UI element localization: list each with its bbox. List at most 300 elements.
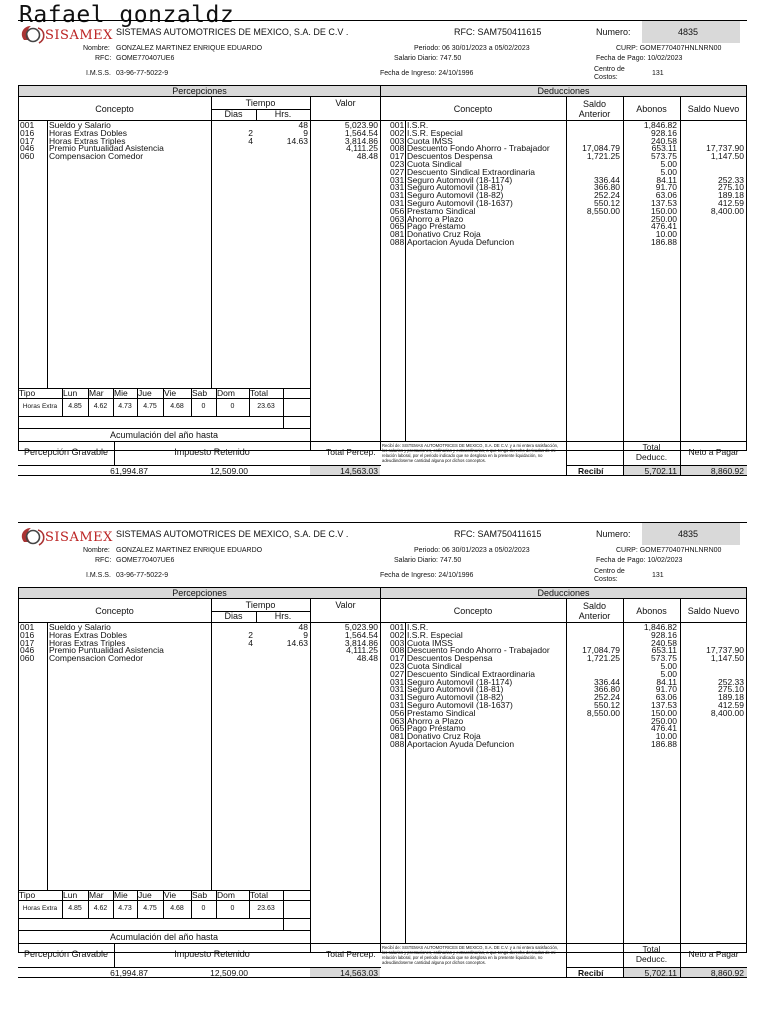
horas-value-cell: 4.68 [170, 905, 184, 912]
deducciones-saldo_nuevo-cell: 1,147.50 [710, 653, 744, 664]
legal-text: Recibí de: SISTEMAS AUTOMOTRICES DE MEXICO, S.A. DE C.V. y a mi entera satisfacción, los salarios y prestaciones, ordinarias y extraordinarias, a que tengo derecho derivadas de mi relación laboral, por el periodo indicado que se desglosa en la presente liquidación, no adeudándoseme cantidad alguna por dichos conceptos. [382, 945, 559, 965]
deducciones-saldo_anterior-cell: 8,550.00 [586, 205, 620, 216]
deducciones-saldo_anterior-cell [567, 624, 620, 632]
deducciones-saldo_anterior-cell: 1,721.25 [586, 151, 620, 162]
horas-header-cell: Tipo [19, 890, 36, 900]
percepciones-dias-cell: 2 [248, 127, 253, 138]
rfc-value: GOME770407UE6 [116, 55, 175, 62]
logo-text: SISAMEX [45, 28, 113, 43]
deducciones-abonos-cell: 186.88 [651, 236, 677, 247]
deducciones-abonos-cell: 84.11 [656, 676, 677, 687]
deducciones-concepto-cell: Seguro Automovil (18-82) [407, 190, 504, 201]
company-name: SISTEMAS AUTOMOTRICES DE MEXICO, S.A. DE C.V . [116, 27, 349, 37]
ded-saldo-nuevo [681, 122, 744, 247]
deducciones-code-cell: 063 [390, 715, 405, 726]
handwritten-name: Rafael gonzaldz [19, 2, 235, 28]
percepcion-gravable-value: 61,994.87 [110, 466, 148, 476]
imss-label: I.M.S.S. [86, 572, 111, 579]
percepciones-code-cell: 001 [20, 622, 35, 632]
deducciones-abonos-cell: 63.06 [655, 692, 677, 703]
horas-value-cell: 0 [230, 905, 235, 912]
periodo: Periodo: 06 30/01/2023 a 05/02/2023 [414, 547, 530, 554]
deducciones-saldo_anterior-cell: 336.44 [594, 174, 620, 185]
deducciones-abonos-cell: 137.53 [651, 197, 677, 208]
percepciones-valor-cell: 1,564.54 [344, 629, 378, 640]
deducciones-abonos-cell: 91.70 [655, 684, 677, 695]
deducciones-saldo_anterior-cell [567, 239, 620, 247]
percepciones-code-cell: 060 [20, 653, 35, 664]
deducciones-concepto-cell: Descuento Fondo Ahorro - Trabajador [407, 645, 550, 656]
deducciones-code-cell: 056 [390, 707, 405, 718]
per-codes [20, 122, 47, 161]
percepciones-concepto-cell: Horas Extras Dobles [49, 127, 127, 138]
logo-text: SISAMEX [45, 530, 113, 545]
deducciones-code-cell: 081 [390, 731, 405, 742]
deducciones-saldo_anterior-cell [567, 161, 620, 169]
deducciones-saldo_anterior-cell: 17,084.79 [582, 645, 620, 656]
deducciones-code-cell: 027 [390, 166, 405, 177]
acum-top [18, 930, 310, 931]
deducciones-saldo_nuevo-cell: 1,147.50 [710, 151, 744, 162]
deducciones-concepto-cell: Donativo Cruz Roja [407, 229, 481, 240]
imss-value: 03-96-77-5022-9 [116, 572, 169, 579]
horas-value-cell: 4.68 [170, 403, 184, 410]
horas-header-cell: Jue [138, 890, 152, 900]
deducciones-concepto-cell: Pago Préstamo [407, 221, 466, 232]
ded-totals-top [380, 441, 747, 442]
deducciones-saldo_anterior-cell: 1,721.25 [586, 653, 620, 664]
deducciones-abonos-cell: 137.53 [651, 699, 677, 710]
horas-bottom [18, 918, 310, 919]
horas-col-divider [163, 890, 164, 918]
per-codes [20, 624, 47, 663]
deducciones-code-cell: 002 [390, 629, 405, 640]
per-dias [213, 624, 253, 663]
horas-header-cell: Vie [164, 388, 177, 398]
company-name: SISTEMAS AUTOMOTRICES DE MEXICO, S.A. DE C.V . [116, 529, 349, 539]
per-head-dias: Dias [224, 109, 243, 119]
horas-value-cell: Horas Extra [22, 403, 58, 410]
deducciones-saldo_nuevo-cell [681, 632, 744, 640]
deducciones-code-cell: 088 [390, 236, 405, 247]
acumulacion-label: Acumulación del año hasta [109, 932, 219, 942]
legal-text: Recibí de: SISTEMAS AUTOMOTRICES DE MEXICO, S.A. DE C.V. y a mi entera satisfacción, los salarios y prestaciones, ordinarias y extraordinarias, a que tengo derecho derivadas de mi relación laboral, por el periodo indicado que se desglosa en la presente liquidación, no adeudándoseme cantidad alguna por dichos conceptos. [382, 443, 559, 463]
deducciones-concepto-cell: Seguro Automovil (18-1174) [407, 676, 513, 687]
deducciones-abonos-cell: 653.11 [651, 143, 677, 154]
horas-col-divider [216, 890, 217, 918]
per-valores [312, 122, 378, 161]
ded-saldo-anterior [567, 122, 620, 247]
imss-value: 03-96-77-5022-9 [116, 70, 169, 77]
deducciones-saldo_anterior-cell: 550.12 [594, 699, 620, 710]
horas-header-cell: Vie [164, 890, 177, 900]
percepciones-valor-cell: 5,023.90 [344, 622, 378, 632]
ded-head-concepto: Concepto [453, 606, 493, 616]
fecha-ingreso: Fecha de Ingreso: 24/10/1996 [380, 70, 474, 77]
horas-col-divider [88, 890, 89, 918]
percepciones-concepto-cell: Horas Extras Dobles [49, 629, 127, 640]
horas-value-cell: Horas Extra [22, 905, 58, 912]
deducciones-code-cell: 027 [390, 668, 405, 679]
ded-head-saldo-nuevo: Saldo Nuevo [687, 104, 740, 114]
ded-conceptos [407, 122, 565, 247]
deducciones-code-cell: 031 [390, 676, 405, 687]
deducciones-saldo_nuevo-cell: 252.33 [718, 174, 744, 185]
percepciones-concepto-cell: Horas Extras Triples [49, 637, 126, 648]
percepciones-dias-cell: 4 [248, 135, 253, 146]
per-head-tiempo: Tiempo [245, 600, 276, 610]
numero-value: 4835 [678, 27, 699, 37]
deducciones-saldo_anterior-cell [567, 231, 620, 239]
numero-label: Numero: [596, 27, 631, 37]
deducciones-abonos-cell: 573.75 [651, 151, 677, 162]
percepciones-dias-cell [213, 624, 253, 632]
deducciones-abonos-cell: 10.00 [655, 229, 677, 240]
nombre-value: GONZALEZ MARTINEZ ENRIQUE EDUARDO [116, 547, 263, 554]
percepciones-valor-cell: 48.48 [356, 653, 378, 664]
deducciones-saldo_anterior-cell [567, 130, 620, 138]
horas-value-cell: 4.75 [143, 403, 157, 410]
horas-col-divider [62, 890, 63, 918]
percepciones-hrs-cell: 48 [298, 622, 308, 632]
slip-header [18, 20, 747, 85]
horas-col-divider [137, 388, 138, 416]
deducciones-concepto-cell: Descuentos Despensa [407, 151, 493, 162]
ded-saldo-nuevo [681, 624, 744, 749]
per-hrs [258, 624, 308, 663]
horas-col-divider [88, 388, 89, 416]
ded-header-divider [380, 120, 747, 121]
deducciones-abonos-cell: 250.00 [651, 213, 677, 224]
deducciones-code-cell: 031 [390, 182, 405, 193]
ded-code-divider [405, 622, 406, 943]
company-rfc: RFC: SAM750411615 [454, 529, 542, 539]
horas-col-divider [249, 890, 250, 918]
deducciones-code-cell: 063 [390, 213, 405, 224]
rfc-label: RFC: [95, 55, 112, 62]
horas-value-cell: 4.73 [118, 403, 132, 410]
percepciones-code-cell: 001 [20, 120, 35, 130]
salario-diario: Salario Diario: 747.50 [394, 557, 462, 564]
horas-col-divider [163, 388, 164, 416]
acumulacion-label: Acumulación del año hasta [109, 430, 219, 440]
deducciones-concepto-cell: Cuota IMSS [407, 637, 453, 648]
deducciones-code-cell: 002 [390, 127, 405, 138]
deducciones-concepto-cell: Seguro Automovil (18-1637) [407, 197, 513, 208]
percepciones-valor-cell: 3,814.86 [344, 637, 378, 648]
ded-code-divider [405, 120, 406, 441]
deducciones-concepto-cell: Donativo Cruz Roja [407, 731, 481, 742]
ded-abonos [624, 624, 677, 749]
horas-value-cell: 0 [201, 905, 206, 912]
percepciones-valor-cell: 3,814.86 [344, 135, 378, 146]
deducciones-concepto-cell: Seguro Automovil (18-1174) [407, 174, 513, 185]
percepciones-dias-cell [213, 153, 253, 161]
deducciones-saldo_nuevo-cell [681, 122, 744, 130]
percepciones-dias-cell [213, 655, 253, 663]
per-head-tiempo: Tiempo [245, 98, 276, 108]
deducciones-concepto-cell: Seguro Automovil (18-81) [407, 684, 504, 695]
centro-costos-label-1: Centro de [594, 66, 625, 73]
horas-value-cell: 23.63 [257, 905, 275, 912]
per-conceptos [49, 624, 209, 663]
per-head-valor: Valor [335, 600, 356, 610]
ded-totals-top [380, 943, 747, 944]
deducciones-saldo_nuevo-cell: 8,400.00 [710, 205, 744, 216]
deducciones-concepto-cell: Prestamo Sindical [407, 707, 476, 718]
per-col-divider [211, 599, 212, 890]
deducciones-code-cell: 081 [390, 229, 405, 240]
deducciones-concepto-cell: Seguro Automovil (18-82) [407, 692, 504, 703]
percepcion-gravable-value: 61,994.87 [110, 968, 148, 978]
horas-header-cell: Tipo [19, 388, 36, 398]
centro-costos-label-1: Centro de [594, 568, 625, 575]
deducciones-saldo_nuevo-cell: 275.10 [718, 684, 744, 695]
ded-head-saldo-anterior-2: Anterior [578, 109, 611, 119]
recibi-label: Recibí [578, 968, 604, 978]
deducciones-saldo_nuevo-cell [681, 733, 744, 741]
percepciones-valor-cell: 48.48 [356, 151, 378, 162]
ded-saldo-anterior [567, 624, 620, 749]
horas-value-cell: 4.85 [68, 905, 82, 912]
deducciones-saldo_anterior-cell [567, 733, 620, 741]
deducciones-concepto-cell: Pago Préstamo [407, 723, 466, 734]
horas-header-cell: Dom [217, 890, 235, 900]
deducciones-title: Deducciones [380, 587, 747, 599]
deducciones-concepto-cell: Seguro Automovil (18-81) [407, 182, 504, 193]
deducciones-abonos-cell: 250.00 [651, 715, 677, 726]
centro-costos-value: 131 [652, 572, 664, 579]
percepciones-dias-cell [213, 145, 253, 153]
rfc-value: GOME770407UE6 [116, 557, 175, 564]
neto-value: 8,860.92 [710, 968, 744, 978]
deducciones-concepto-cell: Aportacion Ayuda Defuncion [407, 738, 515, 749]
deducciones-saldo_anterior-cell: 550.12 [594, 197, 620, 208]
deducciones-saldo_nuevo-cell [681, 718, 744, 726]
deducciones-code-cell: 065 [390, 221, 405, 232]
percepciones-code-cell: 046 [20, 143, 35, 154]
deducciones-saldo_nuevo-cell: 189.18 [718, 692, 744, 703]
deducciones-concepto-cell: I.S.R. [407, 120, 429, 130]
percepciones-concepto-cell: Premio Puntualidad Asistencia [49, 143, 164, 154]
deducciones-concepto-cell: Descuento Sindical Extraordinaria [407, 166, 536, 177]
percepciones-title: Percepciones [18, 587, 381, 599]
curp: CURP: GOME770407HNLNRN00 [616, 547, 722, 554]
nombre-label: Nombre: [83, 45, 110, 52]
horas-value-cell: 4.62 [93, 905, 108, 912]
deducciones-code-cell: 001 [390, 120, 405, 130]
deducciones-abonos-cell: 240.58 [651, 135, 677, 146]
percepciones-hrs-cell: 9 [303, 127, 308, 138]
deducciones-concepto-cell: Descuento Sindical Extraordinaria [407, 668, 536, 679]
percepciones-dias-cell: 2 [248, 629, 253, 640]
deducciones-abonos-cell: 928.16 [651, 629, 677, 640]
total-deduc-label-1: Total [642, 442, 661, 452]
horas-col-divider [113, 890, 114, 918]
ded-head-abonos: Abonos [636, 104, 667, 114]
payslip-1 [18, 20, 747, 480]
sisamex-logo [20, 526, 113, 546]
deducciones-saldo_anterior-cell: 366.80 [594, 182, 620, 193]
deducciones-abonos-cell: 5.00 [660, 166, 677, 177]
per-code-divider [47, 622, 48, 890]
total-percep-value: 14,563.03 [340, 466, 378, 476]
totals-top [18, 441, 381, 442]
total-percep-label: Total Percep. [326, 447, 376, 457]
horas-header-cell: Total [250, 890, 268, 900]
deducciones-code-cell: 031 [390, 692, 405, 703]
deducciones-concepto-cell: Aportacion Ayuda Defuncion [407, 236, 515, 247]
total-deduc-label-2: Deducc. [635, 954, 668, 964]
deducciones-abonos-cell: 150.00 [651, 707, 677, 718]
deducciones-saldo_anterior-cell: 366.80 [594, 684, 620, 695]
horas-header-cell: Mar [89, 388, 104, 398]
percepciones-dias-cell [213, 647, 253, 655]
deducciones-abonos-cell: 10.00 [655, 731, 677, 742]
horas-header-cell: Sab [192, 890, 208, 900]
deducciones-saldo_nuevo-cell [681, 216, 744, 224]
nombre-label: Nombre: [83, 547, 110, 554]
percepciones-concepto-cell: Sueldo y Salario [49, 622, 111, 632]
fecha-pago: Fecha de Pago: 10/02/2023 [596, 557, 683, 564]
total-deduc-value: 5,702.11 [644, 968, 677, 978]
neto-label: Neto a Pagar [688, 447, 739, 457]
deducciones-abonos-cell: 186.88 [651, 738, 677, 749]
total-percep-label: Total Percep. [326, 949, 376, 959]
ded-conceptos [407, 624, 565, 749]
horas-value-cell: 4.73 [118, 905, 132, 912]
deducciones-saldo_anterior-cell: 336.44 [594, 676, 620, 687]
per-head-concepto: Concepto [95, 606, 134, 616]
percepciones-hrs-cell: 48 [298, 120, 308, 130]
percepciones-code-cell: 046 [20, 645, 35, 656]
deducciones-abonos-cell: 928.16 [651, 127, 677, 138]
horas-value-cell: 4.85 [68, 403, 82, 410]
horas-header-cell: Mar [89, 890, 104, 900]
per-conceptos [49, 122, 209, 161]
neto-value: 8,860.92 [710, 466, 744, 476]
per-col-divider [211, 97, 212, 388]
horas-header-cell: Lun [63, 388, 78, 398]
deducciones-saldo_nuevo-cell [681, 663, 744, 671]
deducciones-code-cell: 003 [390, 135, 405, 146]
deducciones-code-cell: 031 [390, 684, 405, 695]
deducciones-concepto-cell: Ahorro a Plazo [407, 213, 464, 224]
deducciones-abonos-cell: 1,846.82 [643, 622, 677, 632]
percepciones-concepto-cell: Horas Extras Triples [49, 135, 126, 146]
percepciones-valor-cell: 4,111.25 [346, 143, 378, 154]
deducciones-saldo_nuevo-cell: 17,737.90 [706, 143, 744, 154]
deducciones-saldo_nuevo-cell: 189.18 [718, 190, 744, 201]
deducciones-saldo_nuevo-cell [681, 130, 744, 138]
deducciones-saldo_nuevo-cell: 412.59 [718, 197, 744, 208]
per-valores [312, 624, 378, 663]
recibi-label: Recibí [578, 466, 604, 476]
deducciones-saldo_anterior-cell [567, 223, 620, 231]
deducciones-saldo_anterior-cell [567, 632, 620, 640]
per-head-concepto: Concepto [95, 104, 134, 114]
horas-value-cell: 4.62 [93, 403, 108, 410]
impuesto-retenido-value: 12,509.00 [210, 466, 248, 476]
deducciones-saldo_nuevo-cell [681, 725, 744, 733]
percepcion-gravable-label: Percepción Gravable [23, 949, 109, 959]
deducciones-abonos-cell: 5.00 [660, 668, 677, 679]
impuesto-retenido-label: Impuesto Retenido [174, 949, 250, 959]
percepciones-valor-cell: 4,111.25 [346, 645, 378, 656]
horas-value-cell: 0 [230, 403, 235, 410]
horas-bottom [18, 416, 310, 417]
per-head-dias: Dias [224, 611, 243, 621]
ded-head-concepto: Concepto [453, 104, 493, 114]
deducciones-concepto-cell: Prestamo Sindical [407, 205, 476, 216]
per-head-hrs: Hrs. [274, 109, 292, 119]
deducciones-saldo_anterior-cell [567, 741, 620, 749]
deducciones-code-cell: 023 [390, 158, 405, 169]
per-hrs [258, 122, 308, 161]
percepciones-dias-cell [213, 122, 253, 130]
deducciones-saldo_nuevo-cell [681, 624, 744, 632]
percepciones-dias-cell: 4 [248, 637, 253, 648]
percepciones-concepto-cell: Compensacion Comedor [49, 151, 144, 162]
deducciones-concepto-cell: Cuota Sindical [407, 158, 462, 169]
deducciones-code-cell: 031 [390, 197, 405, 208]
deducciones-abonos-cell: 476.41 [651, 221, 677, 232]
salario-diario: Salario Diario: 747.50 [394, 55, 462, 62]
horas-col-divider [137, 890, 138, 918]
periodo: Periodo: 06 30/01/2023 a 05/02/2023 [414, 45, 530, 52]
deducciones-code-cell: 031 [390, 174, 405, 185]
deducciones-saldo_nuevo-cell [681, 231, 744, 239]
deducciones-code-cell: 031 [390, 699, 405, 710]
neto-label: Neto a Pagar [688, 949, 739, 959]
deducciones-saldo_anterior-cell [567, 216, 620, 224]
ded-abonos [624, 122, 677, 247]
percepciones-code-cell: 060 [20, 151, 35, 162]
deducciones-code-cell: 008 [390, 143, 405, 154]
deducciones-abonos-cell: 84.11 [656, 174, 677, 185]
impuesto-retenido-value: 12,509.00 [210, 968, 248, 978]
nombre-value: GONZALEZ MARTINEZ ENRIQUE EDUARDO [116, 45, 263, 52]
total-deduc-label-2: Deducc. [635, 452, 668, 462]
impuesto-retenido-label: Impuesto Retenido [174, 447, 250, 457]
ded-head-saldo-nuevo: Saldo Nuevo [687, 606, 740, 616]
percepciones-hrs-cell: 14.63 [286, 637, 308, 648]
percepciones-concepto-cell: Sueldo y Salario [49, 120, 111, 130]
horas-header-cell: Mie [114, 388, 128, 398]
horas-col-divider [249, 388, 250, 416]
deducciones-abonos-cell: 63.06 [655, 190, 677, 201]
deducciones-saldo_anterior-cell [567, 122, 620, 130]
deducciones-saldo_nuevo-cell: 252.33 [718, 676, 744, 687]
per-valor-divider [310, 97, 311, 451]
deducciones-code-cell: 056 [390, 205, 405, 216]
percepcion-gravable-label: Percepción Gravable [23, 447, 109, 457]
ded-head-saldo-anterior-1: Saldo [582, 601, 607, 611]
total-deduc-value: 5,702.11 [644, 466, 677, 476]
horas-col-divider [62, 388, 63, 416]
deducciones-abonos-cell: 653.11 [651, 645, 677, 656]
deducciones-abonos-cell: 476.41 [651, 723, 677, 734]
deducciones-saldo_nuevo-cell: 275.10 [718, 182, 744, 193]
deducciones-concepto-cell: I.S.R. Especial [407, 629, 463, 640]
horas-header-cell: Jue [138, 388, 152, 398]
deducciones-code-cell: 017 [390, 653, 405, 664]
deducciones-concepto-cell: Descuentos Despensa [407, 653, 493, 664]
deducciones-saldo_anterior-cell [567, 718, 620, 726]
ded-head-saldo-anterior-2: Anterior [578, 611, 611, 621]
fecha-ingreso: Fecha de Ingreso: 24/10/1996 [380, 572, 474, 579]
deducciones-saldo_nuevo-cell: 412.59 [718, 699, 744, 710]
